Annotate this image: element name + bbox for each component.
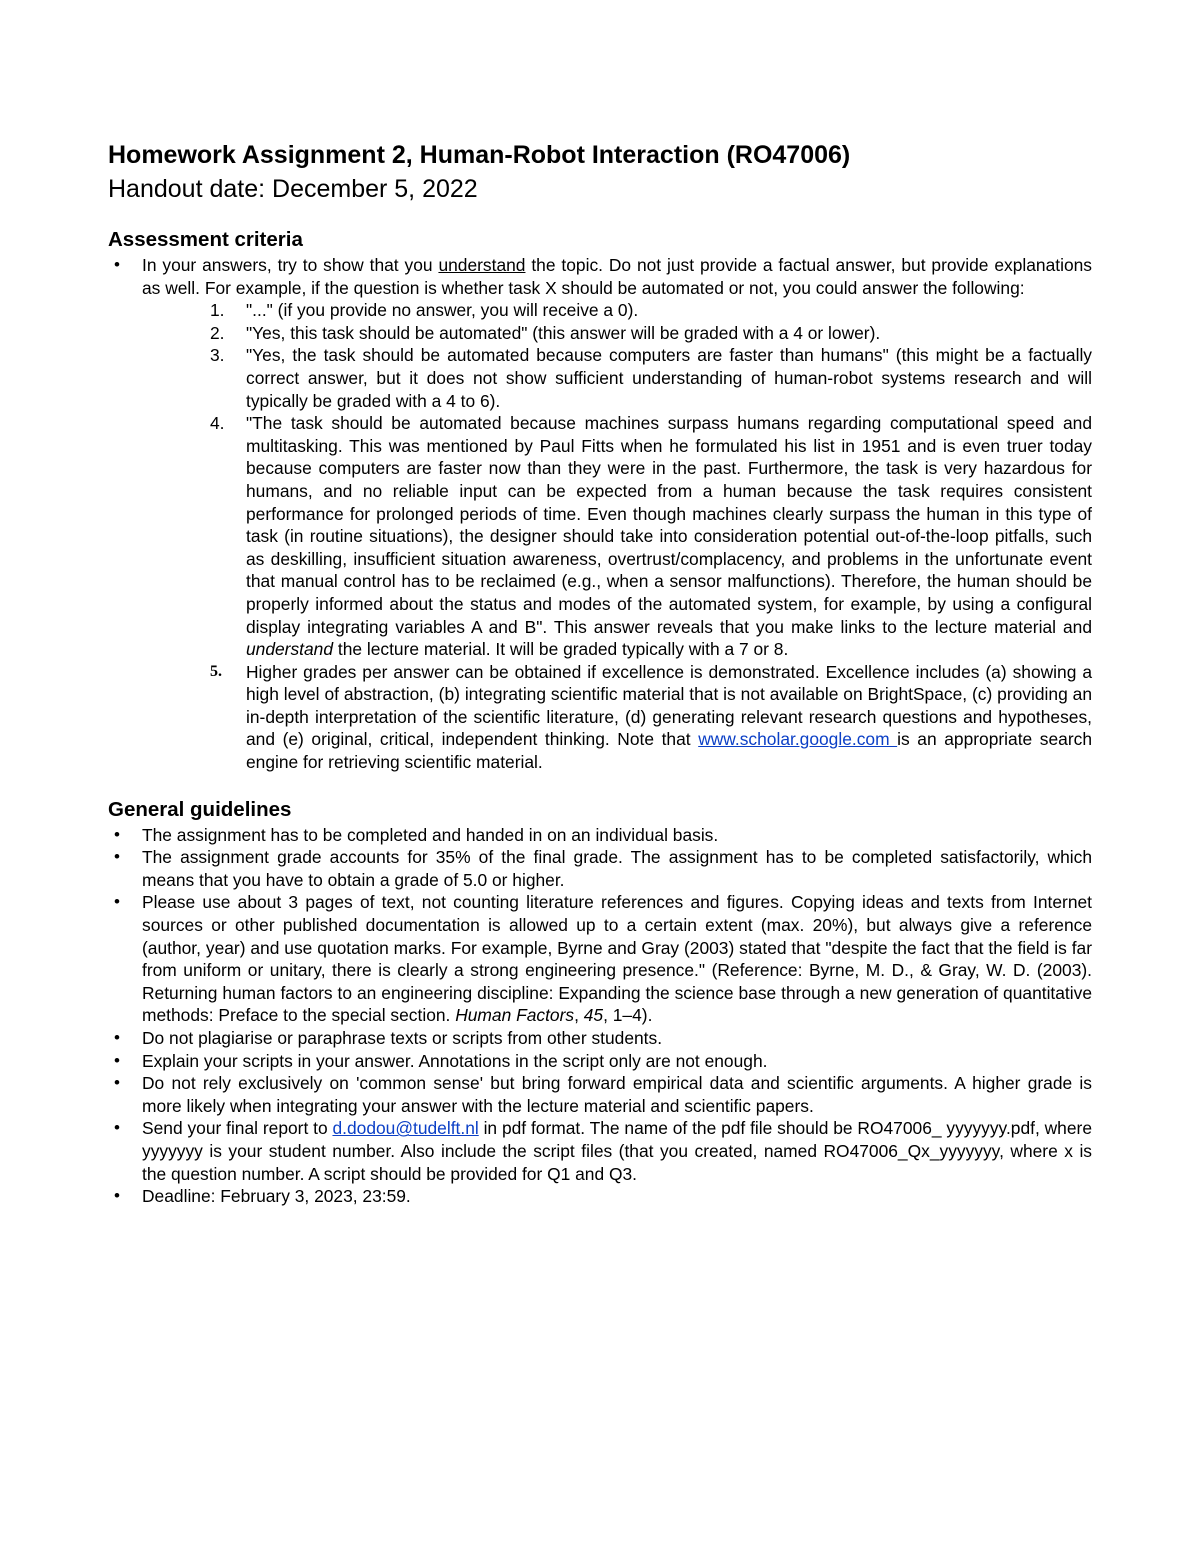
item-text: the lecture material. It will be graded typically with a 7 or 8. xyxy=(333,639,789,660)
list-item: • Explain your scripts in your answer. Annotations in the script only are not enough. xyxy=(108,1050,1092,1073)
item-text: "Yes, the task should be automated because computers are faster than humans" (this might be a factually correct answer, but it does not show sufficient understanding of human-robot systems research and will typically be graded with a 4 to 6). xyxy=(246,345,1092,411)
numbered-item xyxy=(142,412,1092,661)
item-text: Higher grades per answer can be obtained if excellence is demonstrated. Excellence includes (a) showing a high level of abstraction, (b) integrating scientific material that is not available on BrightSpace, (c) providing an in-depth interpretation of the scientific literature, (d) generating relevant research questions and hypotheses, and (e) original, critical, independent thinking. Note that xyxy=(246,661,1092,750)
journal-volume: 45 xyxy=(583,1005,604,1026)
list-item: • The assignment grade accounts for 35% of the final grade. The assignment has to be completed satisfactorily, which means that you have to obtain a grade of 5.0 or higher. xyxy=(108,846,1092,891)
list-item: • The assignment has to be completed and handed in on an individual basis. xyxy=(108,824,1092,847)
list-item-text: the topic. Do not just provide a factual answer, but provide explanations as well. For example, if the question is whether task X should be automated or not, you could answer the following: xyxy=(142,255,1092,298)
numbered-item xyxy=(142,344,1092,412)
list-item: • Do not plagiarise or paraphrase texts or scripts from other students. xyxy=(108,1027,1092,1050)
scholar-link[interactable]: www.scholar.google.com xyxy=(698,729,898,750)
document-title: Homework Assignment 2, Human-Robot Interaction (RO47006) xyxy=(108,141,851,169)
list-item xyxy=(108,1117,1092,1185)
list-item-text: , 1–4). xyxy=(603,1005,653,1026)
email-link[interactable]: d.dodou@tudelft.nl xyxy=(332,1118,479,1139)
numbered-item xyxy=(142,299,1092,322)
item-text: is an appropriate search engine for retrieving scientific material. xyxy=(246,729,1092,773)
emphasis-underline: understand xyxy=(438,255,526,275)
assessment-list xyxy=(108,254,1092,774)
item-text: "The task should be automated because machines surpass humans regarding computational speed and multitasking. This was mentioned by Paul Fitts when he formulated his list in 1951 and is even truer today because computers are faster now than they were in the past. Furthermore, the task is very hazardous for humans, and no reliable input can be expected from a human because the task requires consistent performance for prolonged periods of time. Even though machines clearly surpass the human in this type of task (in routine situations), the designer should take into consideration potential out-of-the-loop pitfalls, such as deskilling, insufficient situation awareness, overtrust/complacency, and problems in the unfortunate event that manual control has to be reclaimed (e.g., when a sensor malfunctions). Therefore, the human should be properly informed about the status and modes of the automated system, for example, by using a configural display integrating variables A and B". This answer reveals that you make links to the lecture material and xyxy=(246,413,1092,637)
list-item xyxy=(108,254,1092,774)
list-item-text: , xyxy=(574,1005,584,1026)
guidelines-list xyxy=(108,824,1092,1208)
journal-name: Human Factors xyxy=(455,1005,575,1026)
item-text: "Yes, this task should be automated" (this answer will be graded with a 4 or lower). xyxy=(246,322,881,343)
example-answers-list xyxy=(142,299,1092,773)
item-number: 3. xyxy=(210,345,225,366)
list-item xyxy=(108,891,1092,1027)
handout-date: Handout date: December 5, 2022 xyxy=(108,175,478,203)
item-text: "..." (if you provide no answer, you will receive a 0). xyxy=(246,300,639,321)
numbered-item xyxy=(142,661,1092,774)
item-number: 2. xyxy=(210,322,225,343)
numbered-item xyxy=(142,322,1092,345)
item-number: 5. xyxy=(210,662,222,680)
list-item: • Do not rely exclusively on 'common sense' but bring forward empirical data and scientific arguments. A higher grade is more likely when integrating your answer with the lecture material and scientific papers. xyxy=(108,1072,1092,1117)
document-page xyxy=(108,138,1092,1208)
guidelines-heading: General guidelines xyxy=(108,797,292,821)
list-item-text: in pdf format. The name of the pdf file should be RO47006_ yyyyyyy.pdf, where yyyyyyy is your student number. Also include the script files (that you created, named RO47006_Qx_yyyyyyy, where x is the question number. A script should be provided for Q1 and Q3. xyxy=(142,1118,1092,1184)
assessment-heading: Assessment criteria xyxy=(108,228,303,251)
list-item-text: Please use about 3 pages of text, not counting literature references and figures. Copying ideas and texts from Internet sources or other published documentation is allowed up to a certain extent (max. 20%), but always give a reference (author, year) and use quotation marks. For example, Byrne and Gray (2003) stated that "despite the fact that the field is far from uniform or unitary, there is clearly a strong engineering presence." (Reference: Byrne, M. D., & Gray, W. D. (2003). Returning human factors to an engineering discipline: Expanding the science base through a new generation of quantitative methods: Preface to the special section. xyxy=(142,892,1092,1026)
item-number: 4. xyxy=(210,413,225,434)
list-item-text: In your answers, try to show that you xyxy=(142,255,439,275)
list-item: • Deadline: February 3, 2023, 23:59. xyxy=(108,1185,1092,1208)
emphasis-italic: understand xyxy=(246,639,334,660)
item-number: 1. xyxy=(210,300,225,321)
list-item-text: Send your final report to xyxy=(142,1118,333,1139)
